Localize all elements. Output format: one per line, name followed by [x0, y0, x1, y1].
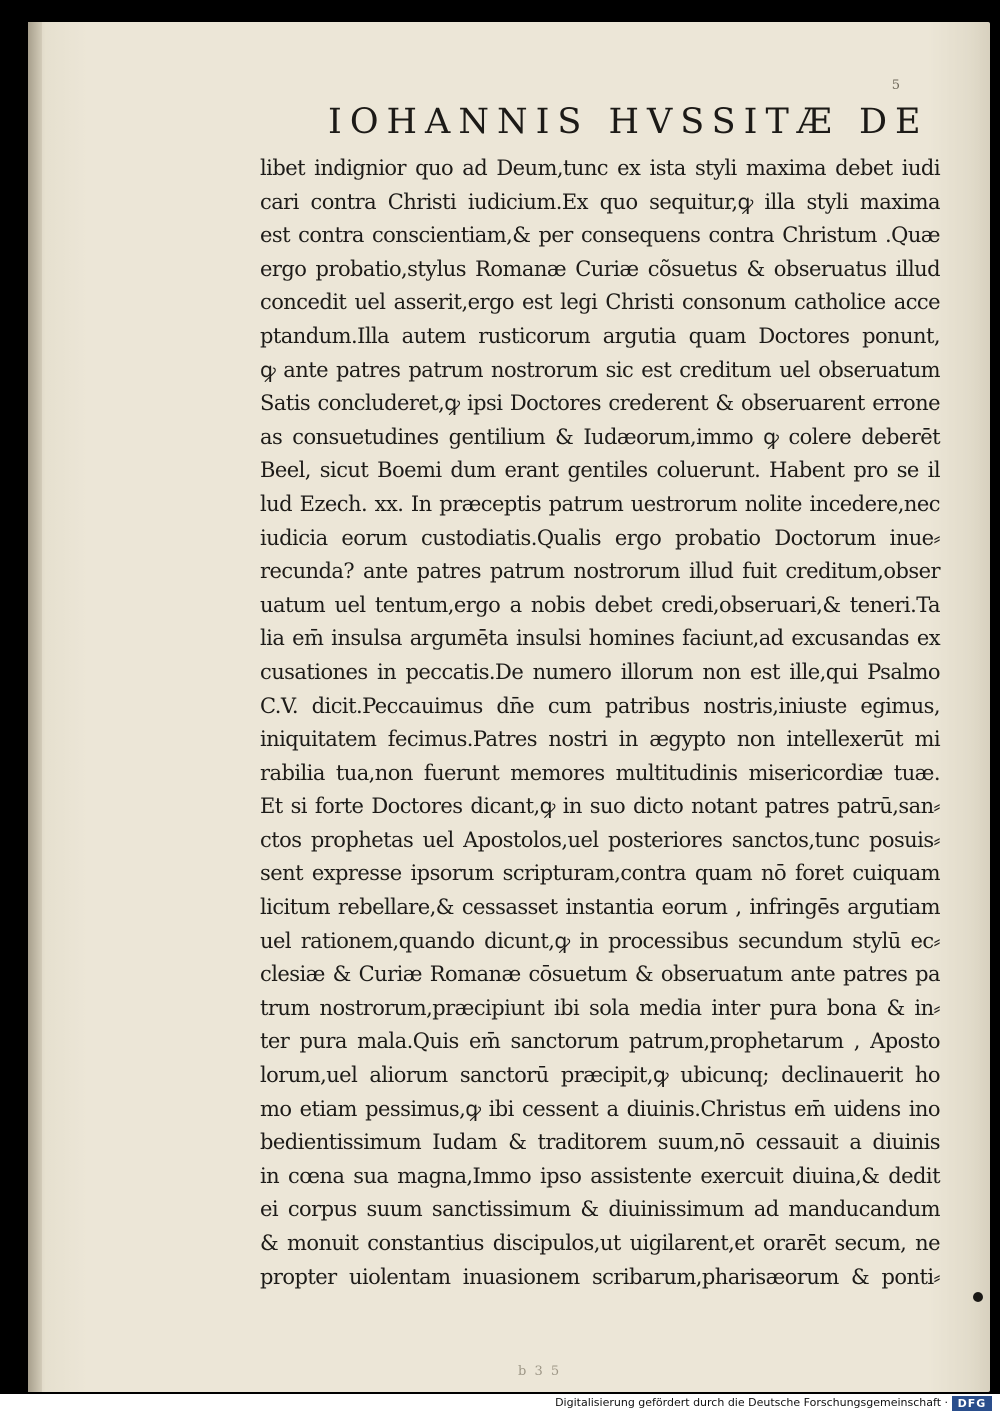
text-line: concedit uel asserit,ergo est legi Christi consonum catholice acce: [260, 290, 940, 315]
text-line: uel rationem,quando dicunt,ꝙ in processibus secundum stylū ec⸗: [260, 928, 940, 953]
text-line: lorum,uel aliorum sanctorū præcipit,ꝙ ubicunq; declinauerit ho: [260, 1063, 940, 1088]
page-gutter-shadow: [28, 22, 42, 1392]
text-line: ctos prophetas uel Apostolos,uel posteriores sanctos,tunc posuis⸗: [260, 827, 940, 852]
text-line: ptandum.Illa autem rusticorum argutia quam Doctores ponunt,: [260, 323, 940, 348]
text-line: licitum rebellare,& cessasset instantia eorum , infringēs argutiam: [260, 895, 940, 920]
text-line: lud Ezech. xx. In præceptis patrum uestrorum nolite incedere,nec: [260, 491, 940, 516]
text-line: ergo probatio,stylus Romanæ Curiæ cõsuetus & obseruatus illud: [260, 256, 940, 281]
footer-bar: [0, 1394, 1000, 1414]
text-line: in cœna sua magna,Immo ipso assistente exercuit diuina,& dedit: [260, 1163, 940, 1188]
text-line: Beel, sicut Boemi dum erant gentiles coluerunt. Habent pro se il: [260, 458, 940, 483]
text-line: & monuit constantius discipulos,ut uigilarent,et orarēt secum, ne: [260, 1231, 940, 1255]
text-line: C.V. dicit.Peccauimus dn̄e cum patribus nostris,iniuste egimus,: [260, 693, 940, 718]
text-line: iudicia eorum custodiatis.Qualis ergo probatio Doctorum inue⸗: [260, 525, 940, 550]
text-line: propter uiolentam inuasionem scribarum,pharisæorum & ponti⸗: [260, 1264, 940, 1289]
text-line: cusationes in peccatis.De numero illorum non est ille,qui Psalmo: [260, 659, 940, 684]
text-line: lia em̄ insulsa argumēta insulsi homines faciunt,ad excusandas ex: [260, 626, 940, 651]
text-line: clesiæ & Curiæ Romanæ cōsuetum & obseruatum ante patres pa: [260, 962, 940, 987]
text-line: recunda? ante patres patrum nostrorum illud fuit creditum,obser: [260, 559, 940, 584]
text-line: cari contra Christi iudicium.Ex quo sequitur,ꝙ illa styli maxima: [260, 189, 940, 214]
text-line: ei corpus suum sanctissimum & diuinissimum ad manducandum: [260, 1197, 940, 1222]
signature-marks: b 3 5: [518, 1364, 562, 1379]
book-page: [28, 22, 990, 1392]
ink-blot: [973, 1292, 983, 1302]
text-line: ter pura mala.Quis em̄ sanctorum patrum,prophetarum , Aposto: [260, 1029, 940, 1054]
text-line: bedientissimum Iudam & traditorem suum,nō cessauit a diuinis: [260, 1130, 940, 1155]
text-line: trum nostrorum,præcipiunt ibi sola media inter pura bona & in⸗: [260, 995, 940, 1020]
text-line: Et si forte Doctores dicant,ꝙ in suo dicto notant patres patrū,san⸗: [260, 794, 940, 819]
text-line: as consuetudines gentilium & Iudæorum,immo ꝙ colere deberēt: [260, 424, 940, 449]
text-line: libet indignior quo ad Deum,tunc ex ista styli maxima debet iudi: [260, 156, 940, 180]
text-line: Satis concluderet,ꝙ ipsi Doctores crederent & obseruarent errone: [260, 391, 940, 416]
text-line: est contra conscientiam,& per consequens contra Christum .Quæ: [260, 223, 940, 248]
text-line: sent expresse ipsorum scripturam,contra quam nō foret cuiquam: [260, 861, 940, 886]
text-line: ꝙ ante patres patrum nostrorum sic est creditum uel obseruatum: [260, 357, 940, 382]
dfg-logo-icon: DFG: [952, 1396, 992, 1411]
text-line: mo etiam pessimus,ꝙ ibi cessent a diuinis.Christus em̄ uidens ino: [260, 1096, 940, 1121]
funding-credit: Digitalisierung gefördert durch die Deutsche Forschungsgemeinschaft ·: [555, 1396, 948, 1409]
page-mark: 5: [891, 78, 900, 93]
text-line: rabilia tua,non fuerunt memores multitudinis misericordiæ tuæ.: [260, 760, 940, 785]
text-line: iniquitatem fecimus.Patres nostri in ægypto non intellexerūt mi: [260, 727, 940, 752]
text-line: uatum uel tentum,ergo a nobis debet credi,obseruari,& teneri.Ta: [260, 592, 940, 617]
running-head: IOHANNIS HVSSITÆ DE: [328, 102, 929, 142]
body-text: [260, 152, 940, 1294]
